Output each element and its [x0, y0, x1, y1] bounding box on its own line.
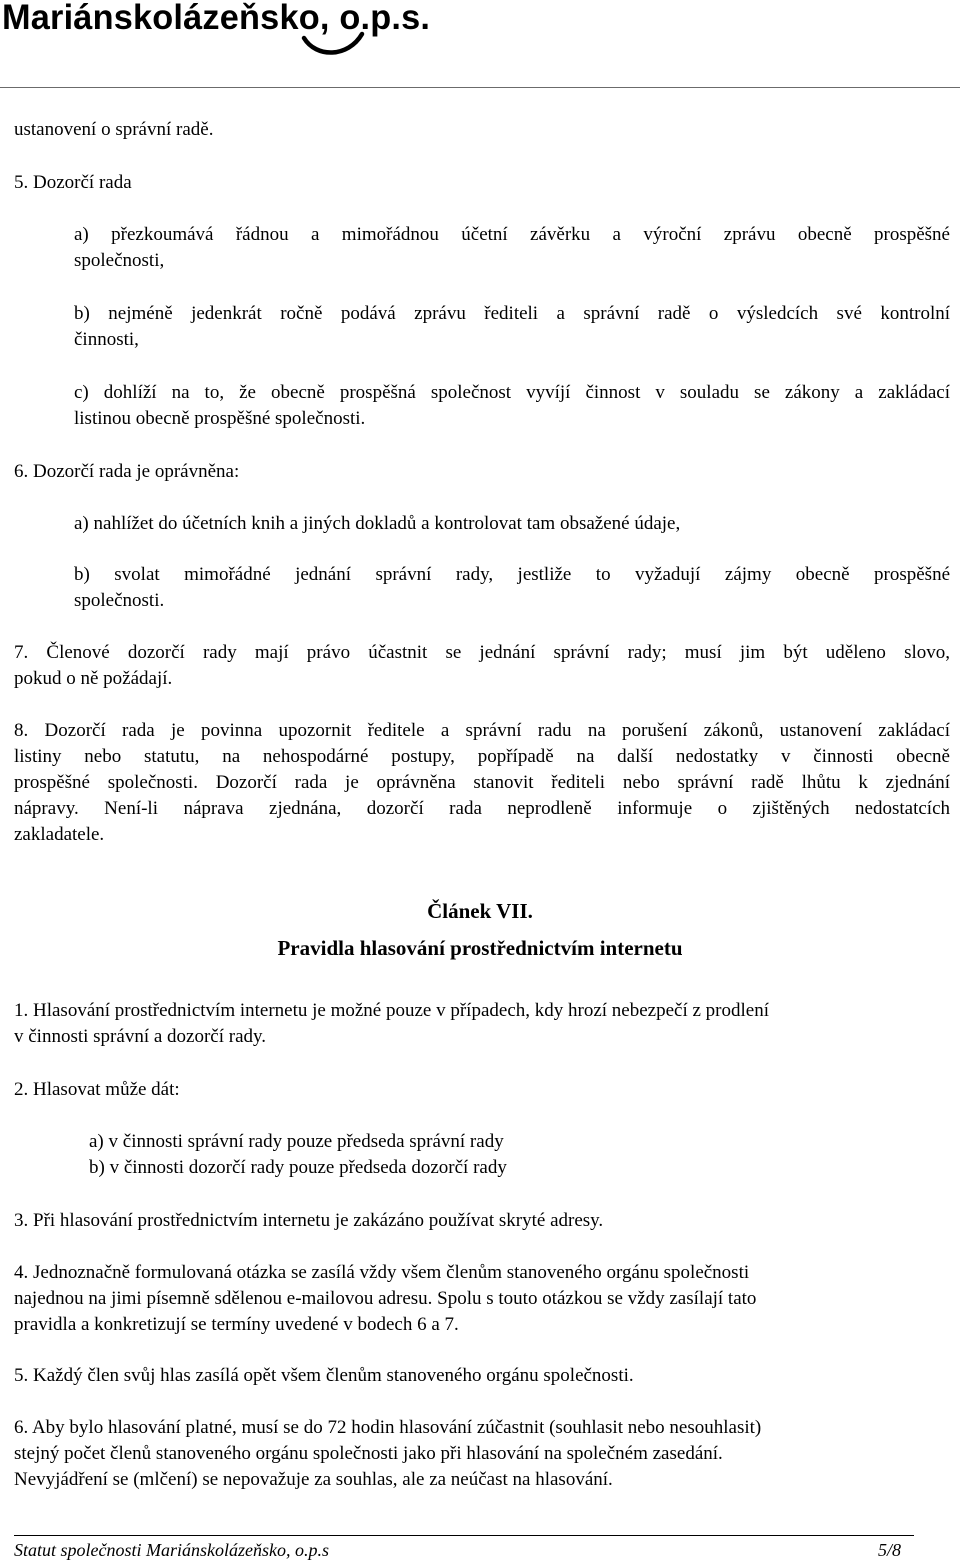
rule-6-line-2: stejný počet členů stanoveného orgánu společnosti jako při hlasování na společném zasedání. — [14, 1443, 723, 1464]
rule-4-line-2: najednou na jimi písemně sdělenou e-mailovou adresu. Spolu s touto otázkou se vždy zasílají tato — [14, 1288, 757, 1309]
section-6-heading: 6. Dozorčí rada je oprávněna: — [14, 461, 240, 482]
section-6b-line-2: společnosti. — [74, 590, 165, 611]
section-6b-line-1: b) svolat mimořádné jednání správní rady, jestliže to vyžadují zájmy obecně prospěšné — [74, 564, 950, 585]
section-7-line-1: 7. Členové dozorčí rady mají právo účastnit se jednání správní rady; musí jim být uděleno slovo, — [14, 642, 950, 663]
section-8-line-2: listiny nebo statutu, na nehospodárné postupy, popřípadě na další nedostatky v činnosti obecně — [14, 746, 950, 767]
organization-logo-text: Mariánskolázeňsko, o.p.s. — [2, 0, 431, 37]
text-line: ustanovení o správní radě. — [14, 119, 214, 140]
section-7-line-2: pokud o ně požádají. — [14, 668, 173, 689]
section-5a-line-1: a) přezkoumává řádnou a mimořádnou účetní závěrku a výroční zprávu obecně prospěšné — [74, 224, 950, 245]
article-title: Článek VII. — [427, 899, 533, 923]
rule-6-line-3: Nevyjádření se (mlčení) se nepovažuje za souhlas, ale za neúčast na hlasování. — [14, 1469, 613, 1490]
section-8-line-5: zakladatele. — [14, 824, 105, 845]
footer-document-title: Statut společnosti Mariánskolázeňsko, o.p.s — [14, 1540, 329, 1560]
footer-divider — [14, 1535, 914, 1536]
rule-3-line: 3. Při hlasování prostřednictvím internetu je zakázáno používat skryté adresy. — [14, 1210, 604, 1231]
smile-logo-icon — [298, 28, 368, 62]
section-5c-line-2: listinou obecně prospěšné společnosti. — [74, 408, 366, 429]
section-5c-line-1: c) dohlíží na to, že obecně prospěšná společnost vyvíjí činnost v souladu se zákony a zakládací — [74, 382, 950, 403]
section-5a-line-2: společnosti, — [74, 250, 165, 271]
rule-4-line-1: 4. Jednoznačně formulovaná otázka se zasílá vždy všem členům stanoveného orgánu společnosti — [14, 1262, 750, 1283]
header-divider — [0, 87, 960, 88]
section-5b-line-1: b) nejméně jedenkrát ročně podává zprávu řediteli a správní radě o výsledcích své kontrolní — [74, 303, 950, 324]
rule-2b-line: b) v činnosti dozorčí rady pouze předseda dozorčí rady — [89, 1157, 507, 1178]
article-subtitle: Pravidla hlasování prostřednictvím internetu — [277, 936, 683, 960]
rule-4-line-3: pravidla a konkretizují se termíny uvedené v bodech 6 a 7. — [14, 1314, 459, 1335]
rule-1-line-2: v činnosti správní a dozorčí rady. — [14, 1026, 267, 1047]
section-8-line-4: nápravy. Není-li náprava zjednána, dozorčí rada neprodleně informuje o zjištěných nedostatcích — [14, 798, 950, 819]
rule-1-line-1: 1. Hlasování prostřednictvím internetu je možné pouze v případech, kdy hrozí nebezpečí z prodlení — [14, 1000, 769, 1021]
section-5b-line-2: činnosti, — [74, 329, 139, 350]
section-6a-line: a) nahlížet do účetních knih a jiných dokladů a kontrolovat tam obsažené údaje, — [74, 513, 681, 534]
rule-2-heading: 2. Hlasovat může dát: — [14, 1079, 180, 1100]
section-5-heading: 5. Dozorčí rada — [14, 172, 132, 193]
section-8-line-1: 8. Dozorčí rada je povinna upozornit ředitele a správní radu na porušení zákonů, ustanovení zakládací — [14, 720, 950, 741]
page-header — [0, 0, 960, 90]
rule-6-line-1: 6. Aby bylo hlasování platné, musí se do 72 hodin hlasování zúčastnit (souhlasit nebo nesouhlasit) — [14, 1417, 762, 1438]
rule-2a-line: a) v činnosti správní rady pouze předseda správní rady — [89, 1131, 504, 1152]
section-8-line-3: prospěšné společnosti. Dozorčí rada je oprávněna stanovit řediteli nebo správní radě lhůtu k zjednání — [14, 772, 950, 793]
footer-page-number: 5/8 — [878, 1540, 902, 1560]
rule-5-line: 5. Každý člen svůj hlas zasílá opět všem členům stanoveného orgánu společnosti. — [14, 1365, 634, 1386]
